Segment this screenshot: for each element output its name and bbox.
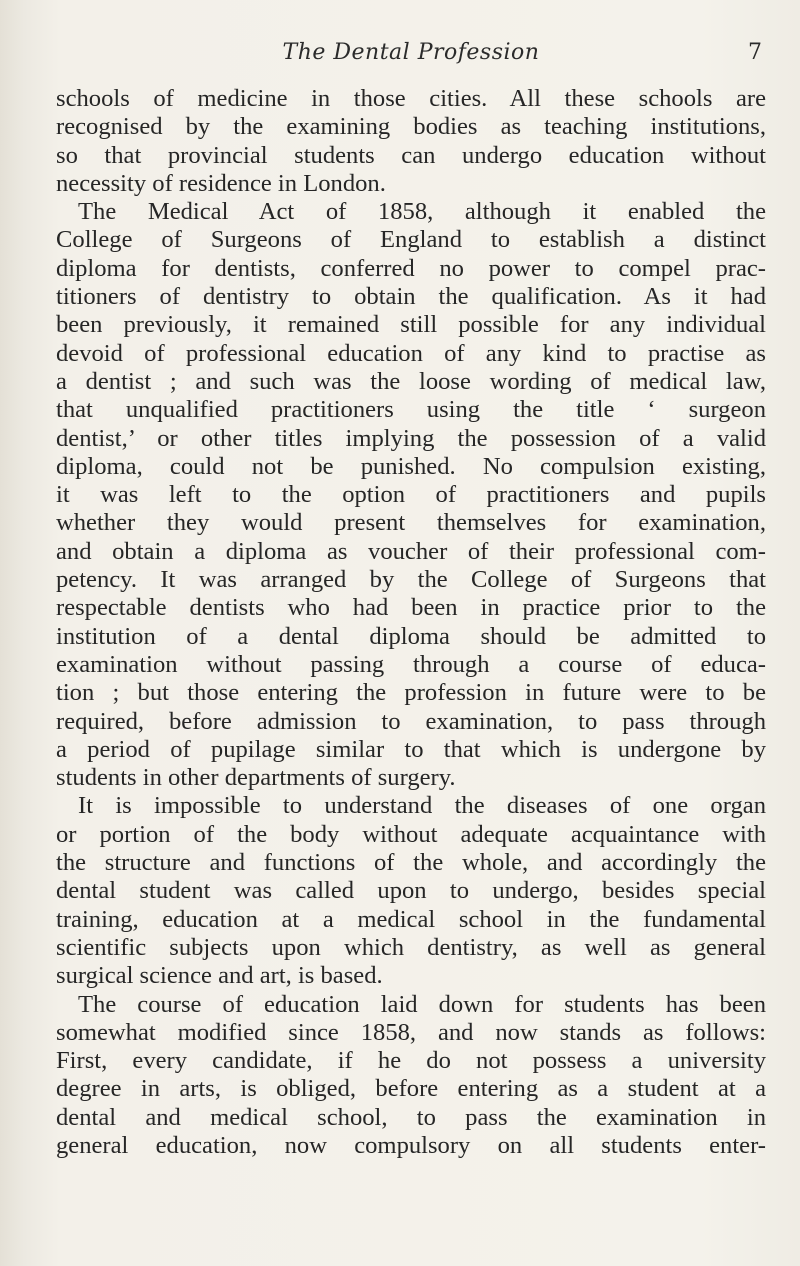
text-line: respectable dentists who had been in practice prior to the [56,594,766,622]
text-line: It is impossible to understand the diseases of one organ [78,792,766,820]
text-line: required, before admission to examination, to pass through [56,707,766,735]
text-line: dental and medical school, to pass the examination in [56,1103,766,1131]
text-line: a dentist ; and such was the loose wording of medical law, [56,367,766,395]
text-line: First, every candidate, if he do not possess a university [56,1047,766,1075]
text-line: tion ; but those entering the profession in future were to be [56,679,766,707]
text-line: or portion of the body without adequate acquaintance with [56,820,766,848]
text-line: The Medical Act of 1858, although it enabled the [78,198,766,226]
text-line: diploma for dentists, conferred no power to compel prac- [56,254,766,282]
text-line: somewhat modified since 1858, and now stands as follows: [56,1018,766,1046]
text-line: and obtain a diploma as voucher of their professional com- [56,537,766,565]
text-line: students in other departments of surgery. [56,764,456,792]
text-line: training, education at a medical school in the fundamental [56,905,766,933]
text-line: recognised by the examining bodies as teaching institutions, [56,113,766,141]
text-line: petency. It was arranged by the College of Surgeons that [56,566,766,594]
page-header [56,40,766,80]
text-line: devoid of professional education of any kind to practise as [56,339,766,367]
text-line: whether they would present themselves for examination, [56,509,766,537]
text-line: so that provincial students can undergo education without [56,141,766,169]
text-line: institution of a dental diploma should be admitted to [56,622,766,650]
text-line: been previously, it remained still possible for any individual [56,311,766,339]
text-line: The course of education laid down for students has been [78,990,766,1018]
text-line: titioners of dentistry to obtain the qualification. As it had [56,283,766,311]
text-line: dentist,’ or other titles implying the possession of a valid [56,424,766,452]
running-title: The Dental Profession [282,40,540,65]
text-line: schools of medicine in those cities. All these schools are [56,85,766,112]
text-line: necessity of residence in London. [56,169,386,197]
text-line: surgical science and art, is based. [56,962,383,990]
text-line: it was left to the option of practitioners and pupils [56,481,766,509]
page-number: 7 [748,40,762,65]
text-line: the structure and functions of the whole, and accordingly the [56,849,766,877]
text-line: a period of pupilage similar to that which is undergone by [56,735,766,763]
text-line: general education, now compulsory on all students enter- [56,1131,766,1159]
text-line: degree in arts, is obliged, before entering as a student at a [56,1075,766,1103]
text-line: scientific subjects upon which dentistry, as well as general [56,933,766,961]
text-line: College of Surgeons of England to establish a distinct [56,226,766,254]
text-line: that unqualified practitioners using the title ‘ surgeon [56,396,766,424]
text-line: dental student was called upon to undergo, besides special [56,877,766,905]
text-line: diploma, could not be punished. No compulsion existing, [56,452,766,480]
text-line: examination without passing through a course of educa- [56,650,766,678]
body-text [56,85,766,1160]
